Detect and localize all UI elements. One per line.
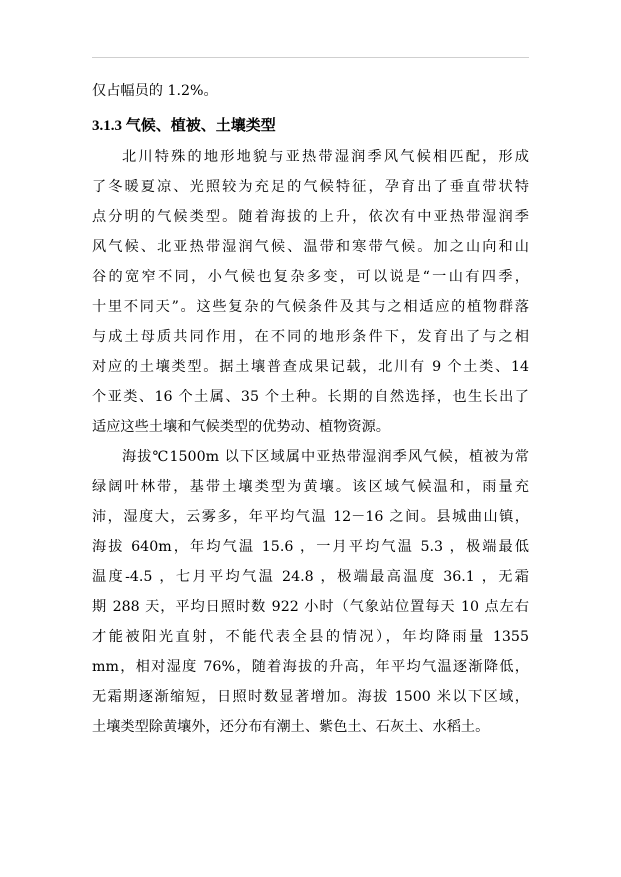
text-line: 温度-4.5 ，七月平均气温 24.8 ，极端最高温度 36.1 ，无霜 [92,569,529,585]
text-line: 对应的土壤类型。据土壤普查成果记载，北川有 9 个土类、14 [92,359,529,375]
text-line: 海拔℃1500m 以下区域属中亚热带湿润季风气候，植被为常 [122,449,529,465]
text-line: 仅占幅员的 1.2%。 [92,83,218,99]
text-line: 风气候、北亚热带湿润气候、温带和寒带气候。加之山向和山 [92,239,529,255]
text-line: 北川特殊的地形地貌与亚热带湿润季风气候相匹配，形成 [122,149,529,165]
text-line: 了冬暖夏凉、光照较为充足的气候特征，孕育出了垂直带状特 [92,179,529,195]
text-line: 点分明的气候类型。随着海拔的上升，依次有中亚热带湿润季 [92,209,529,225]
text-line: 沛，湿度大，云雾多，年平均气温 12－16 之间。县城曲山镇， [92,509,529,525]
text-line: 与成土母质共同作用，在不同的地形条件下，发育出了与之相 [92,329,529,345]
text-line: 谷的宽窄不同，小气候也复杂多变，可以说是“一山有四季， [92,269,529,285]
text-line: 期 288 天，平均日照时数 922 小时（气象站位置每天 10 点左右 [92,599,529,615]
text-line: 土壤类型除黄壤外，还分布有潮土、紫色土、石灰土、水稻土。 [92,719,490,735]
text-line: 绿阔叶林带，基带土壤类型为黄壤。该区域气候温和，雨量充 [92,479,529,495]
section-heading: 3.1.3 气候、植被、土壤类型 [92,118,276,134]
text-line: 个亚类、16 个土属、35 个土种。长期的自然选择，也生长出了 [92,389,529,405]
text-line: 无霜期逐渐缩短，日照时数显著增加。海拔 1500 米以下区域， [92,689,529,705]
text-line: mm，相对湿度 76%，随着海拔的升高，年平均气温逐渐降低， [92,659,529,675]
text-line: 十里不同天”。这些复杂的气候条件及其与之相适应的植物群落 [92,299,529,315]
text-line: 才能被阳光直射，不能代表全县的情况），年均降雨量 1355 [92,629,529,645]
header-rule [92,57,529,58]
text-line: 适应这些土壤和气候类型的优势动、植物资源。 [92,419,390,435]
text-line: 海拔 640m，年均气温 15.6 ，一月平均气温 5.3 ，极端最低 [92,539,529,555]
